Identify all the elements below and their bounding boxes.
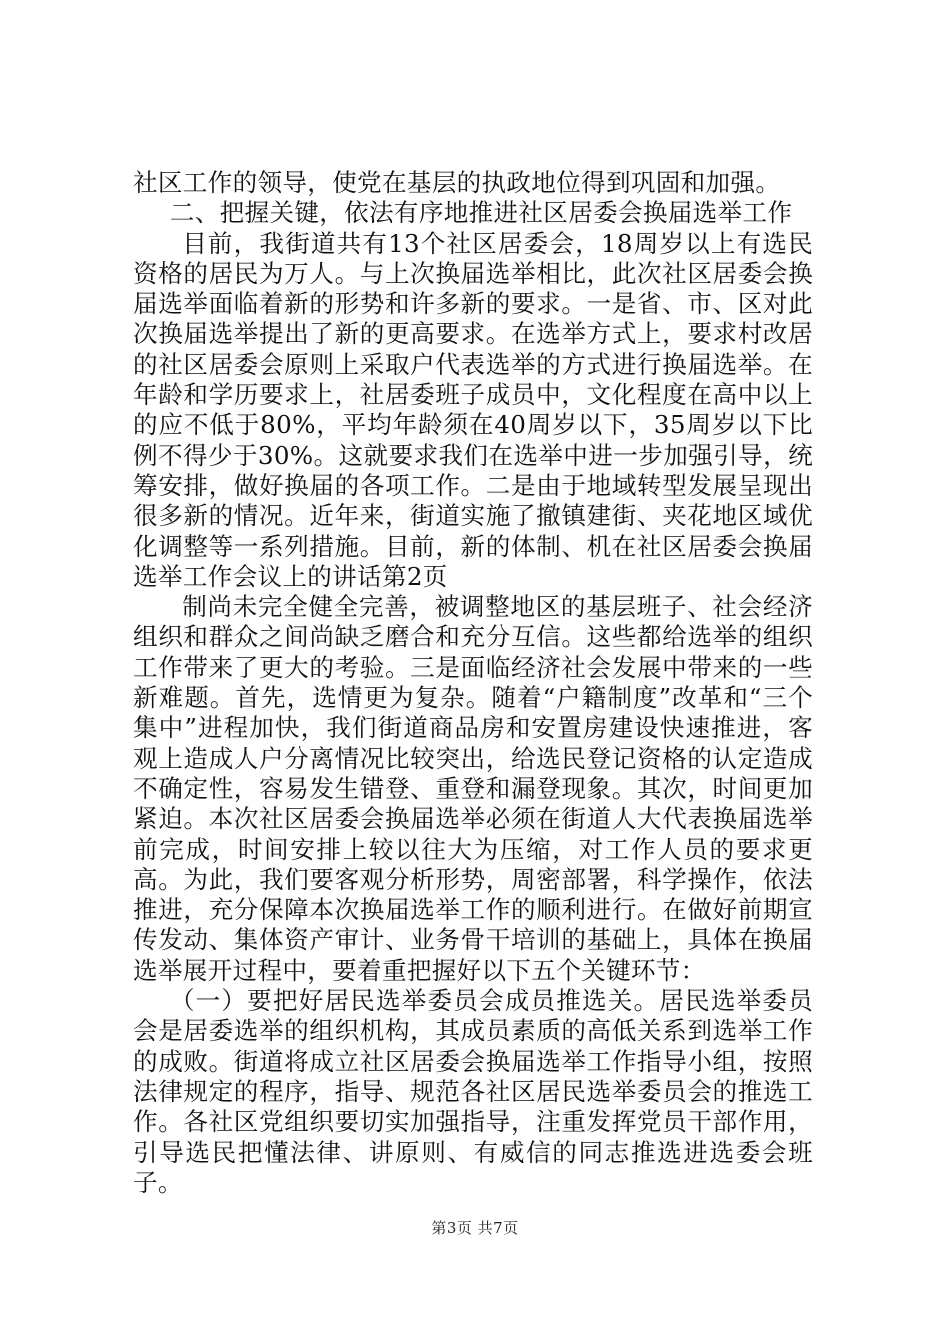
paragraph: 制尚未完全健全完善，被调整地区的基层班子、社会经济组织和群众之间尚缺乏磨合和充分互信。这些都给选举的组织工作带来了更大的考验。三是面临经济社会发展中带来的一些新难题。首先，选情更为复杂。随着“户籍制度”改革和“三个集中”进程加快，我们街道商品房和安置房建设快速推进，客观上造成人户分离情况比较突出，给选民登记资格的认定造成不确定性，容易发生错登、重登和漏登现象。其次，时间更加紧迫。本次社区居委会换届选举必须在街道人大代表换届选举前完成，时间安排上较以往大为压缩，对工作人员的要求更高。为此，我们要客观分析形势，周密部署，科学操作，依法推进，充分保障本次换届选举工作的顺利进行。在做好前期宣传发动、集体资产审计、业务骨干培训的基础上，具体在换届选举展开过程中，要着重把握好以下五个关键环节： (133, 592, 813, 985)
section-heading: 二、把握关键，依法有序地推进社区居委会换届选举工作 (169, 198, 793, 228)
paragraph: 目前，我街道共有13个社区居委会，18周岁以上有选民资格的居民为万人。与上次换届选举相比，此次社区居委会换届选举面临着新的形势和许多新的要求。一是省、市、区对此次换届选举提出了新的更高要求。在选举方式上，要求村改居的社区居委会原则上采取户代表选举的方式进行换届选举。在年龄和学历要求上，社居委班子成员中，文化程度在高中以上的应不低于80%，平均年龄须在40周岁以下，35周岁以下比例不得少于30%。这就要求我们在选举中进一步加强引导，统筹安排，做好换届的各项工作。二是由于地域转型发展呈现出很多新的情况。近年来，街道实施了撤镇建街、夹花地区域优化调整等一系列措施。目前，新的体制、机在社区居委会换届选举工作会议上的讲话第2页 (133, 228, 813, 591)
paragraph: （一）要把好居民选举委员会成员推选关。居民选举委员会是居委选举的组织机构，其成员素质的高低关系到选举工作的成败。街道将成立社区居委会换届选举工作指导小组，按照法律规定的程序，指导、规范各社区居民选举委员会的推选工作。各社区党组织要切实加强指导，注重发挥党员干部作用，引导选民把懂法律、讲原则、有威信的同志推选进选委会班子。 (133, 986, 813, 1197)
page-footer: 第3页 共7页 (431, 1219, 519, 1237)
document-body (133, 168, 813, 1198)
paragraph-continuation: 社区工作的领导，使党在基层的执政地位得到巩固和加强。 (133, 168, 781, 197)
